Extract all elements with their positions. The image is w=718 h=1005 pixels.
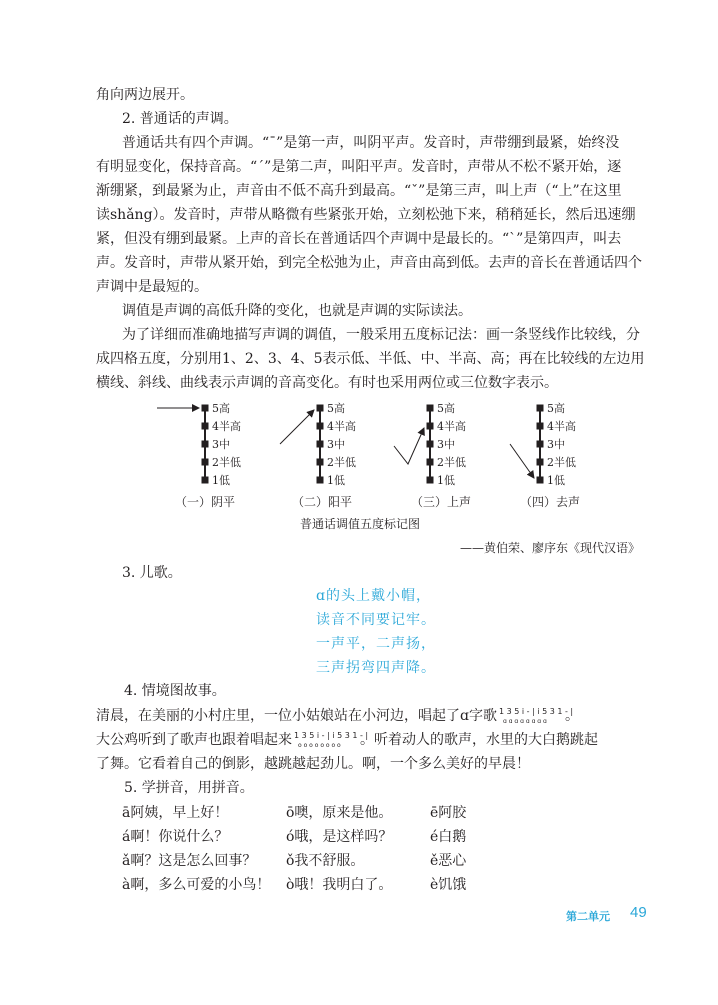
tones-para-line: 有明显变化，保持音高。“ˊ”是第二声，叫阳平声。发音时，声带从不松不紧开始，逐 (96, 159, 622, 175)
tone-scale-yangping (280, 401, 356, 487)
tone-scale-yinping (157, 401, 241, 487)
heading-rhyme: 3. 儿歌。 (122, 565, 182, 581)
scale-label: 2半低 (212, 456, 241, 469)
practice-item: ǒ我不舒服。 (286, 853, 365, 869)
scale-label: 5高 (212, 402, 230, 415)
rhyme-line: 三声拐弯四声降。 (316, 660, 436, 676)
scale-label: 1低 (547, 474, 565, 487)
source-citation: ——黄伯荣、廖序东《现代汉语》 (459, 541, 640, 555)
notation-vowels: o o o o o o o o (298, 742, 341, 749)
tone-caption: （二）阳平 (292, 495, 353, 509)
tones-para-line: 紧，但没有绷到最紧。上声的音长在普通话四个声调中是最长的。“ˋ”是第四声，叫去 (96, 231, 622, 247)
five-degree-para-line: 为了详细而准确地描写声调的调值，一般采用五度标记法：画一条竖线作比较线，分 (122, 327, 640, 343)
practice-item: é白鹅 (430, 829, 467, 845)
scale-label: 4半高 (547, 420, 576, 433)
practice-item: à啊，多么可爱的小鸟！ (122, 877, 271, 893)
scale-label: 5高 (327, 402, 345, 415)
story-line (96, 730, 598, 750)
scale-label: 1低 (212, 474, 230, 487)
heading-tones: 2. 普通话的声调。 (122, 111, 238, 127)
tone-scale-qusheng (510, 401, 576, 487)
notation-digits: 1 3 5 i - | i 5 3 1 - | (498, 707, 574, 716)
five-degree-para-line: 成四格五度，分别用1、2、3、4、5表示低、半低、中、半高、高；再在比较线的左边用 (96, 351, 645, 367)
tones-para-line: 声调中是最短的。 (96, 279, 208, 295)
practice-item: ē阿胶 (430, 805, 467, 821)
music-notation (292, 730, 369, 750)
scale-label: 5高 (437, 402, 455, 415)
footer-unit: 第二单元 (566, 910, 610, 923)
tone-scale-shangsheng (394, 401, 466, 487)
tone-caption: （一）阴平 (175, 495, 236, 509)
scale-label: 5高 (547, 402, 565, 415)
scale-label: 2半低 (327, 456, 356, 469)
tones-para-line: 读shǎng）。发音时，声带从略微有些紧张开始，立刻松弛下来，稍稍延长，然后迅速绷 (96, 207, 636, 223)
heading-story: 4. 情境图故事。 (124, 683, 226, 699)
scale-label: 2半低 (547, 456, 576, 469)
practice-item: ǎ啊？这是怎么回事？ (122, 853, 257, 869)
scale-label: 3中 (327, 438, 345, 451)
notation-vowels: ɑ ɑ ɑ ɑ ɑ ɑ ɑ ɑ (502, 718, 547, 725)
notation-digits: 1 3 5 i - | i 5 3 1 - | (294, 731, 369, 740)
practice-item: á啊！你说什么？ (122, 829, 229, 845)
tone-caption: （四）去声 (520, 495, 581, 509)
tone-value-para: 调值是声调的高低升降的变化，也就是声调的实际读法。 (122, 303, 472, 319)
paragraph-continued: 角向两边展开。 (96, 87, 194, 103)
story-text: 大公鸡听到了歌声也跟着唱起来 (96, 732, 292, 748)
practice-item: ě恶心 (430, 853, 467, 869)
story-text: 。听着动人的歌声，水里的大白鹅跳起 (360, 732, 598, 748)
heading-practice: 5. 学拼音，用拼音。 (124, 780, 254, 796)
scale-label: 3中 (437, 438, 455, 451)
scale-label: 3中 (212, 438, 230, 451)
practice-item: ā阿姨，早上好！ (122, 805, 229, 821)
page-number: 49 (630, 904, 647, 921)
practice-item: ó哦，是这样吗？ (286, 829, 393, 845)
practice-item: è饥饿 (430, 877, 467, 893)
diagram-title: 普通话调值五度标记图 (300, 517, 421, 531)
music-notation (497, 706, 574, 726)
practice-item: ō噢，原来是他。 (286, 805, 393, 821)
five-degree-para-line: 横线、斜线、曲线表示声调的音高变化。有时也采用两位或三位数字表示。 (96, 375, 558, 391)
rhyme-line: 一声平，二声扬， (316, 636, 436, 652)
tones-para-line: 普通话共有四个声调。“ˉ”是第一声，叫阴平声。发音时，声带绷到最紧，始终没 (122, 135, 620, 151)
scale-label: 2半低 (437, 456, 466, 469)
rhyme-line: ɑ的头上戴小帽， (316, 588, 431, 604)
scale-label: 4半高 (437, 420, 466, 433)
tones-para-line: 声。发音时，声带从紧开始，到完全松弛为止，声音由高到低。去声的音长在普通话四个 (96, 255, 642, 271)
story-line (96, 706, 579, 726)
scale-label: 1低 (437, 474, 455, 487)
tone-diagram (150, 392, 590, 492)
tones-para-line: 渐绷紧，到最紧为止，声音由不低不高升到最高。“ˇ”是第三声，叫上声（“上”在这里 (96, 183, 622, 199)
story-text: 清晨，在美丽的小村庄里，一位小姑娘站在小河边，唱起了ɑ字歌 (96, 708, 497, 724)
story-line: 了舞。它看着自己的倒影，越跳越起劲儿。啊，一个多么美好的早晨！ (96, 756, 530, 772)
scale-label: 4半高 (212, 420, 241, 433)
scale-label: 4半高 (327, 420, 356, 433)
tone-caption: （三）上声 (411, 495, 472, 509)
scale-label: 1低 (327, 474, 345, 487)
story-period: 。 (564, 708, 579, 724)
rhyme-line: 读音不同要记牢。 (316, 612, 436, 628)
practice-item: ò哦！我明白了。 (286, 877, 393, 893)
scale-label: 3中 (547, 438, 565, 451)
